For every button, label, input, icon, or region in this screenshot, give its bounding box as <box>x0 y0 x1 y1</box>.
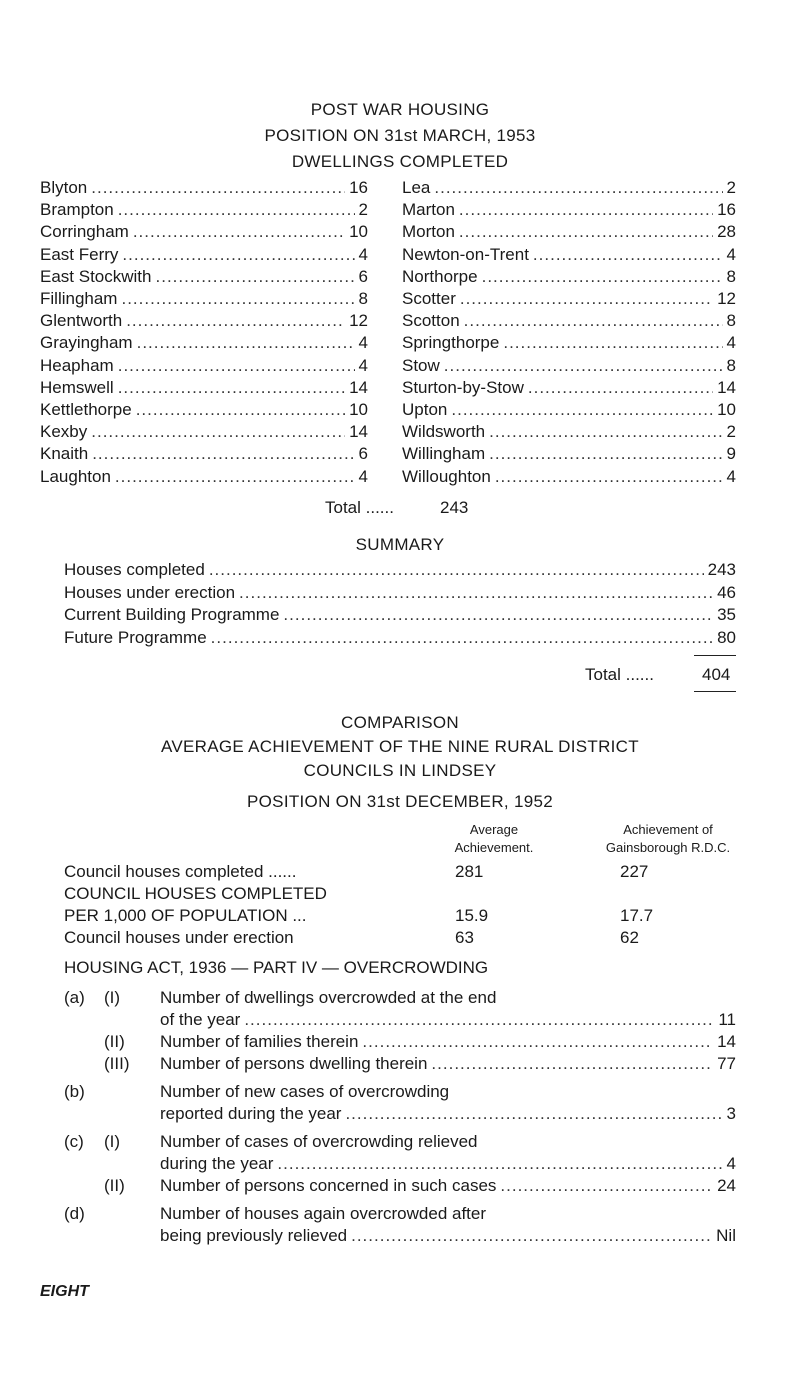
list-item <box>40 400 368 422</box>
item-value: 4 <box>358 466 368 486</box>
leader-dots <box>464 311 723 331</box>
page-title: POST WAR HOUSING <box>310 100 490 119</box>
item-description-line-1: Number of dwellings overcrowded at the end <box>160 988 497 1007</box>
list-item <box>160 1010 736 1032</box>
item-name: Sturton-by-Stow <box>402 377 524 397</box>
col2-heading-b: Gainsborough R.D.C. <box>605 840 731 855</box>
item-description-line-1: Number of houses again overcrowded after <box>160 1204 487 1223</box>
item-name: Morton <box>402 222 455 242</box>
leader-dots <box>137 333 355 353</box>
list-item <box>40 444 368 466</box>
list-item <box>160 1154 736 1176</box>
housing-act-heading: HOUSING ACT, 1936 — PART IV — OVERCROWDING <box>64 958 489 977</box>
item-value: 243 <box>707 560 736 579</box>
leader-dots <box>459 222 713 242</box>
list-item <box>402 178 736 200</box>
item-value: 16 <box>349 178 368 197</box>
leader-dots <box>126 311 345 331</box>
leader-dots <box>136 400 345 420</box>
item-name: Scotter <box>402 289 456 308</box>
leader-dots <box>91 422 345 442</box>
list-item <box>160 1032 736 1054</box>
summary-total-rule-top <box>694 655 736 656</box>
item-value: 16 <box>717 200 736 220</box>
item-subtag: (I) <box>104 988 121 1007</box>
item-value: 4 <box>358 333 368 353</box>
leader-dots <box>345 1104 722 1124</box>
item-name: Wildsworth <box>402 422 486 442</box>
list-item <box>402 289 736 311</box>
list-item <box>40 245 368 267</box>
item-name: Springthorpe <box>402 333 500 353</box>
item-value: 80 <box>717 627 736 647</box>
comparison-row-3-gainsborough: 62 <box>620 928 639 947</box>
leader-dots <box>283 605 713 625</box>
list-item <box>40 289 368 311</box>
comparison-row-2-average: 15.9 <box>455 906 489 925</box>
item-description-line-2: of the year <box>160 1010 241 1029</box>
item-name: Stow <box>402 355 440 375</box>
item-name: Willoughton <box>402 466 491 486</box>
page-subtitle: POSITION ON 31st MARCH, 1953 <box>264 126 536 145</box>
item-name: Lea <box>402 178 431 197</box>
item-tag: (d) <box>64 1204 85 1223</box>
comparison-row-3-average: 63 <box>455 928 474 947</box>
list-item <box>40 267 368 289</box>
item-name: Northorpe <box>402 266 478 286</box>
leader-dots <box>118 378 345 398</box>
leader-dots <box>209 560 704 580</box>
item-tag: (a) <box>64 988 85 1007</box>
item-name: Willingham <box>402 444 486 464</box>
item-value: 9 <box>726 444 736 464</box>
leader-dots <box>495 467 723 487</box>
item-name: East Stockwith <box>40 266 152 286</box>
item-value: 2 <box>358 200 368 220</box>
item-name: Corringham <box>40 222 129 242</box>
comparison-row-1-average: 281 <box>455 862 484 881</box>
leader-dots <box>489 444 722 464</box>
dwellings-total-value: 243 <box>440 498 469 517</box>
col1-heading-a: Average <box>469 822 519 837</box>
leader-dots <box>92 444 354 464</box>
item-name: Glentworth <box>40 311 123 331</box>
comparison-row-1-label: Council houses completed ...... <box>64 862 297 881</box>
item-value: 3 <box>726 1104 736 1123</box>
list-item <box>64 628 736 650</box>
item-value: 4 <box>358 355 368 375</box>
list-item <box>402 422 736 444</box>
comparison-line-1: AVERAGE ACHIEVEMENT OF THE NINE RURAL DISTRICT <box>161 737 639 756</box>
leader-dots <box>528 378 713 398</box>
leader-dots <box>118 356 355 376</box>
item-description-line-1: Number of new cases of overcrowding <box>160 1082 450 1101</box>
comparison-row-1-gainsborough: 227 <box>620 862 649 881</box>
list-item <box>402 333 736 355</box>
item-subtag: (I) <box>104 1132 121 1151</box>
item-subtag: (II) <box>104 1032 125 1051</box>
item-value: 10 <box>717 400 736 419</box>
item-description-line-2: during the year <box>160 1154 274 1173</box>
leader-dots <box>122 245 354 265</box>
item-name: Laughton <box>40 466 111 486</box>
item-name: Grayingham <box>40 333 133 353</box>
item-value: 11 <box>718 1010 736 1029</box>
list-item <box>64 583 736 605</box>
list-item <box>402 467 736 489</box>
item-value: 77 <box>717 1054 736 1073</box>
list-item <box>40 222 368 244</box>
item-name: Upton <box>402 400 448 419</box>
summary-total-value: 404 <box>702 665 731 684</box>
list-item <box>40 178 368 200</box>
item-value: 6 <box>358 266 368 286</box>
list-item <box>64 605 736 627</box>
item-value: 8 <box>726 266 736 286</box>
col2-heading-a: Achievement of <box>623 822 713 837</box>
list-item <box>402 356 736 378</box>
comparison-row-3-label: Council houses under erection <box>64 928 294 947</box>
summary-total-rule-bottom <box>694 691 736 692</box>
item-value: 14 <box>717 1032 736 1051</box>
item-value: 4 <box>726 244 736 264</box>
item-value: 2 <box>726 178 736 197</box>
item-value: 12 <box>349 311 368 331</box>
item-name: Kexby <box>40 422 88 442</box>
item-description-line-2: Number of persons dwelling therein <box>160 1054 428 1073</box>
list-item <box>40 200 368 222</box>
list-item <box>160 1054 736 1076</box>
comparison-row-2-gainsborough: 17.7 <box>620 906 654 925</box>
section-heading-dwellings: DWELLINGS COMPLETED <box>291 152 509 171</box>
col1-heading-b: Achievement. <box>454 840 534 855</box>
leader-dots <box>503 333 722 353</box>
comparison-line-3: POSITION ON 31st DECEMBER, 1952 <box>247 792 553 811</box>
item-name: Future Programme <box>64 627 207 647</box>
list-item <box>402 267 736 289</box>
comparison-row-2-label-b: PER 1,000 OF POPULATION ... <box>64 906 307 925</box>
leader-dots <box>244 1010 714 1030</box>
item-value: 10 <box>349 222 368 242</box>
item-description-line-1: Number of cases of overcrowding relieved <box>160 1132 478 1151</box>
leader-dots <box>91 178 345 198</box>
leader-dots <box>460 289 713 309</box>
item-value: 14 <box>349 422 368 442</box>
item-description-line-2: Number of persons concerned in such cases <box>160 1176 497 1195</box>
item-description-line-2: reported during the year <box>160 1104 342 1123</box>
comparison-row-2-label-a: COUNCIL HOUSES COMPLETED <box>64 884 327 903</box>
item-name: Scotton <box>402 311 460 331</box>
item-name: East Ferry <box>40 244 119 264</box>
item-value: 35 <box>717 605 736 624</box>
item-subtag: (III) <box>104 1054 130 1073</box>
list-item <box>402 400 736 422</box>
list-item <box>402 245 736 267</box>
leader-dots <box>482 267 723 287</box>
leader-dots <box>362 1032 713 1052</box>
leader-dots <box>156 267 355 287</box>
list-item <box>402 311 736 333</box>
list-item <box>40 467 368 489</box>
item-name: Fillingham <box>40 289 118 308</box>
item-value: 4 <box>726 333 736 353</box>
dwellings-total-label: Total ...... <box>325 498 394 517</box>
list-item <box>40 333 368 355</box>
page-number: EIGHT <box>40 1283 89 1300</box>
list-item <box>402 200 736 222</box>
list-item <box>402 222 736 244</box>
comparison-heading: COMPARISON <box>341 713 459 732</box>
list-item <box>402 444 736 466</box>
list-item <box>40 356 368 378</box>
item-name: Brampton <box>40 200 114 220</box>
leader-dots <box>133 222 345 242</box>
leader-dots <box>451 400 713 420</box>
item-value: 14 <box>717 377 736 397</box>
item-value: Nil <box>716 1226 736 1245</box>
item-value: 4 <box>726 1154 736 1173</box>
leader-dots <box>351 1226 712 1246</box>
item-description-line-2: Number of families therein <box>160 1032 359 1051</box>
item-description-line-2: being previously relieved <box>160 1226 348 1245</box>
item-name: Heapham <box>40 355 114 375</box>
item-name: Houses under erection <box>64 582 236 602</box>
list-item <box>40 378 368 400</box>
leader-dots <box>459 200 713 220</box>
list-item <box>160 1176 736 1198</box>
item-name: Marton <box>402 200 455 220</box>
list-item <box>40 311 368 333</box>
item-name: Current Building Programme <box>64 605 280 624</box>
item-name: Knaith <box>40 444 89 464</box>
item-name: Blyton <box>40 178 88 197</box>
item-name: Newton-on-Trent <box>402 244 529 264</box>
item-value: 8 <box>726 311 736 331</box>
item-value: 4 <box>358 244 368 264</box>
leader-dots <box>489 422 722 442</box>
item-value: 10 <box>349 400 368 419</box>
item-value: 8 <box>358 289 368 308</box>
list-item <box>160 1226 736 1248</box>
item-subtag: (II) <box>104 1176 125 1195</box>
leader-dots <box>121 289 354 309</box>
leader-dots <box>434 178 722 198</box>
leader-dots <box>500 1176 713 1196</box>
list-item <box>402 378 736 400</box>
leader-dots <box>211 628 713 648</box>
item-name: Hemswell <box>40 377 114 397</box>
leader-dots <box>444 356 723 376</box>
item-name: Houses completed <box>64 560 205 579</box>
item-value: 8 <box>726 355 736 375</box>
leader-dots <box>431 1054 713 1074</box>
leader-dots <box>239 583 713 603</box>
item-value: 46 <box>717 582 736 602</box>
leader-dots <box>277 1154 722 1174</box>
item-value: 24 <box>717 1176 736 1195</box>
item-value: 12 <box>717 289 736 308</box>
list-item <box>64 560 736 582</box>
item-tag: (c) <box>64 1132 84 1151</box>
item-tag: (b) <box>64 1082 85 1101</box>
comparison-line-2: COUNCILS IN LINDSEY <box>303 761 497 780</box>
leader-dots <box>533 245 723 265</box>
item-name: Kettlethorpe <box>40 400 132 419</box>
summary-total-label: Total ...... <box>585 665 654 684</box>
item-value: 14 <box>349 377 368 397</box>
item-value: 2 <box>726 422 736 442</box>
list-item <box>40 422 368 444</box>
item-value: 4 <box>726 466 736 486</box>
item-value: 28 <box>717 222 736 242</box>
list-item <box>160 1104 736 1126</box>
leader-dots <box>118 200 355 220</box>
summary-heading: SUMMARY <box>355 535 445 554</box>
leader-dots <box>115 467 355 487</box>
item-value: 6 <box>358 444 368 464</box>
